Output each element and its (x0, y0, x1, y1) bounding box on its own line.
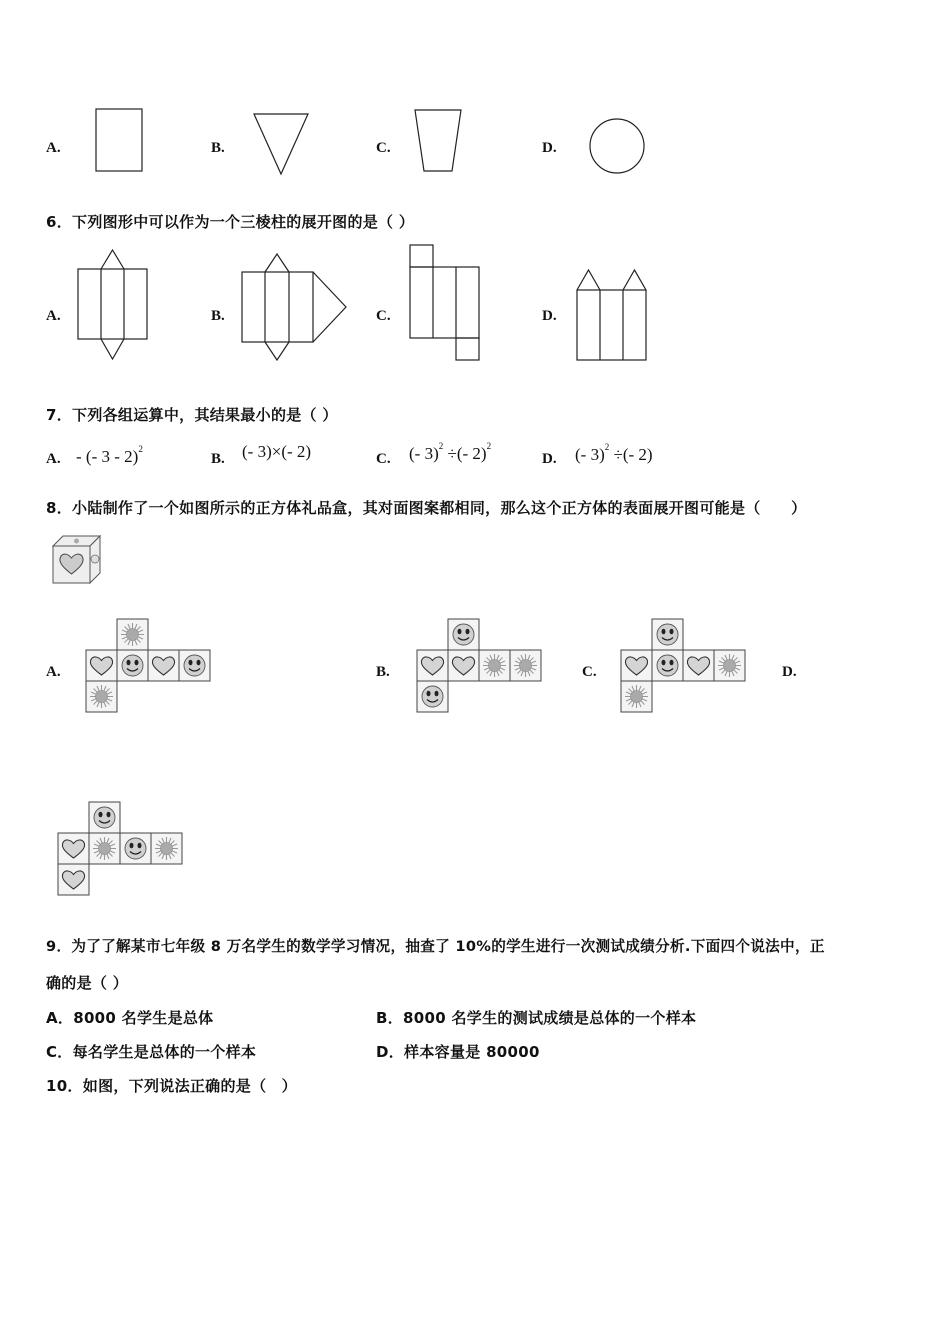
q8-option-a-letter: A. (46, 664, 61, 680)
prism-net-a (77, 248, 149, 362)
q8-stem: 8．小陆制作了一个如图所示的正方体礼品盒，其对面图案都相同，那么这个正方体的表面展开图可能是（ ） (46, 499, 807, 517)
q6-option-b-letter: B. (211, 308, 225, 324)
prism-net-c (408, 243, 482, 363)
cube-net-d (57, 800, 189, 898)
cube-net-c (620, 617, 752, 715)
q8-option-b-letter: B. (376, 664, 390, 680)
rectangle-figure (95, 108, 145, 174)
q7-option-d-letter: D. (542, 451, 557, 467)
prism-net-b (241, 252, 351, 364)
trapezoid-figure (413, 108, 465, 174)
q5-option-b-letter: B. (211, 140, 225, 156)
q5-option-c-letter: C. (376, 140, 391, 156)
q8-option-d-letter: D. (782, 664, 797, 680)
q7-option-c-expression: (- 3)$^2$ ÷(- 2)$^2$ (409, 441, 492, 463)
inverted-triangle-figure (252, 112, 312, 178)
cube-net-a (85, 617, 217, 715)
q9-option-b: B．8000 名学生的测试成绩是总体的一个样本 (376, 1009, 697, 1027)
q7-stem: 7．下列各组运算中，其结果最小的是（ ） (46, 406, 338, 424)
q7-option-d-expression: (- 3)$^2$ ÷(- 2) (575, 442, 653, 464)
q7-option-a-letter: A. (46, 451, 61, 467)
q9-stem-line2: 确的是（ ） (46, 974, 129, 992)
q9-option-a: A．8000 名学生是总体 (46, 1009, 214, 1027)
q10-stem: 10．如图，下列说法正确的是（ ） (46, 1077, 297, 1095)
circle-figure (588, 117, 648, 177)
q6-option-c-letter: C. (376, 308, 391, 324)
q9-stem-line1: 9．为了了解某市七年级 8 万名学生的数学学习情况，抽查了 10%的学生进行一次测试成绩分析.下面四个说法中，正 (46, 938, 825, 955)
q9-option-c: C．每名学生是总体的一个样本 (46, 1043, 257, 1061)
q7-option-c-letter: C. (376, 451, 391, 467)
prism-net-d (575, 267, 649, 363)
q9-option-d: D．样本容量是 80000 (376, 1043, 540, 1061)
q7-option-b-expression: (- 3)×(- 2) (242, 442, 312, 461)
q6-option-d-letter: D. (542, 308, 557, 324)
gift-cube-figure (51, 534, 103, 586)
q8-option-c-letter: C. (582, 664, 597, 680)
q6-option-a-letter: A. (46, 308, 61, 324)
q7-option-b-letter: B. (211, 451, 225, 467)
q6-stem: 6．下列图形中可以作为一个三棱柱的展开图的是（ ） (46, 213, 415, 231)
q5-option-d-letter: D. (542, 140, 557, 156)
q7-option-a-expression: - (- 3 - 2)$^2$ (76, 444, 143, 466)
cube-net-b (416, 617, 548, 715)
q5-option-a-letter: A. (46, 140, 61, 156)
